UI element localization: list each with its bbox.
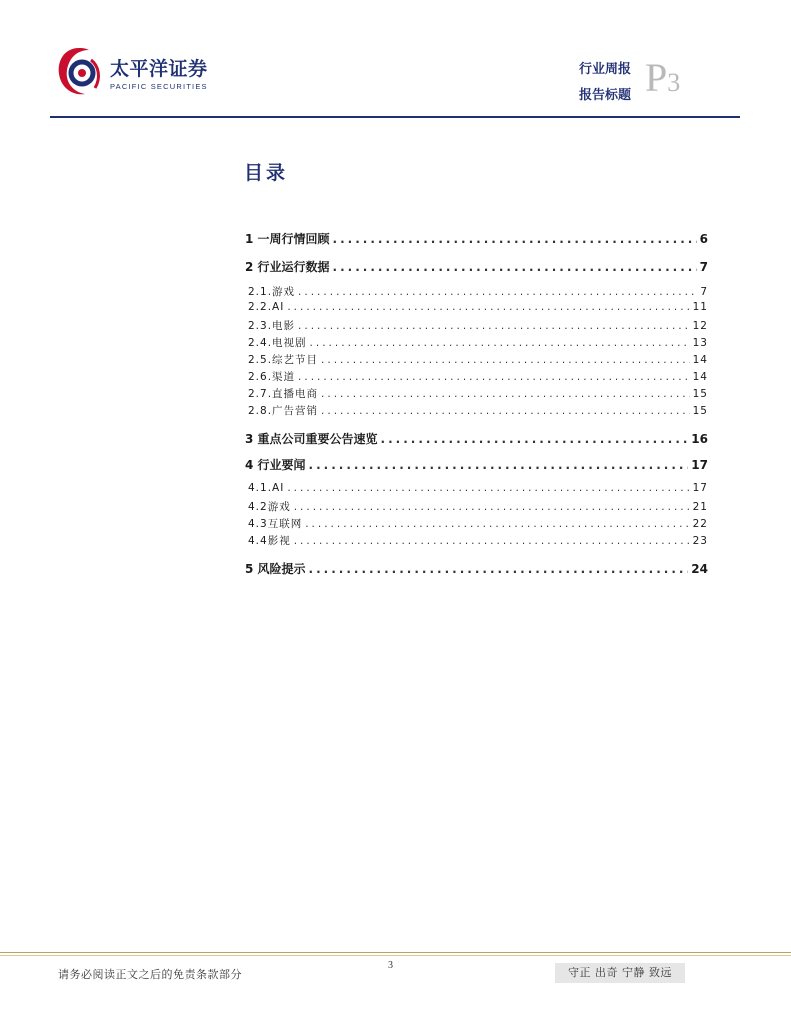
toc-entry-label: 2.5.综艺节目 <box>248 354 319 366</box>
toc-entry[interactable] <box>245 499 708 514</box>
toc-entry-page: 23 <box>692 535 708 547</box>
pacific-securities-logo-icon <box>55 42 105 102</box>
report-title: 报告标题 <box>578 88 631 103</box>
toc-leader-dots <box>321 405 690 417</box>
toc-leader-dots <box>298 320 690 332</box>
toc-entry[interactable] <box>245 560 708 577</box>
toc-entry-label: 3 重点公司重要公告速览 <box>245 432 378 446</box>
toc-entry-label: 2 行业运行数据 <box>245 260 330 274</box>
footer-motto: 守正 出奇 宁静 致远 <box>555 963 685 983</box>
toc-entry-page: 22 <box>692 518 708 530</box>
toc-leader-dots <box>298 371 690 383</box>
footer-page-number: 3 <box>388 960 393 971</box>
header-page-number: 3 <box>667 68 681 97</box>
toc-leader-dots <box>298 286 697 298</box>
toc-entry-label: 4 行业要闻 <box>245 458 306 472</box>
toc-leader-dots <box>309 562 689 576</box>
toc-entry-label: 2.3.电影 <box>248 320 296 332</box>
toc-entry[interactable] <box>245 533 708 548</box>
logo-chinese-name: 太平洋证券 <box>110 58 208 80</box>
toc-entry[interactable] <box>245 230 708 247</box>
header-divider <box>50 116 740 118</box>
toc-leader-dots <box>305 518 689 530</box>
toc-entry[interactable] <box>245 403 708 418</box>
header-page-indicator <box>645 55 681 100</box>
toc-leader-dots <box>321 388 690 400</box>
toc-entry-page: 24 <box>691 562 708 576</box>
toc-entry[interactable] <box>245 516 708 531</box>
toc-leader-dots <box>333 260 697 274</box>
toc-entry-label: 2.6.渠道 <box>248 371 296 383</box>
toc-entry-page: 15 <box>692 388 708 400</box>
footer-divider <box>0 952 791 953</box>
toc-entry-label: 2.4.电视剧 <box>248 337 307 349</box>
toc-entry-page: 15 <box>692 405 708 417</box>
toc-entry-label: 4.3互联网 <box>248 518 303 530</box>
header-page-letter: P <box>645 55 668 100</box>
toc-entry-label: 2.2.AI <box>248 301 285 313</box>
toc-entry[interactable] <box>245 258 708 275</box>
toc-entry-label: 4.1.AI <box>248 482 285 494</box>
toc-entry-label: 2.1.游戏 <box>248 286 296 298</box>
footer-disclaimer: 请务必阅读正文之后的免责条款部分 <box>58 968 242 981</box>
toc-entry-page: 7 <box>700 286 708 298</box>
toc-leader-dots <box>310 337 690 349</box>
toc-leader-dots <box>309 458 689 472</box>
toc-entry-label: 4.2游戏 <box>248 501 291 513</box>
toc-entry[interactable] <box>245 318 708 333</box>
toc-entry-page: 11 <box>692 301 708 313</box>
toc-leader-dots <box>333 232 697 246</box>
toc-entry[interactable] <box>245 386 708 401</box>
toc-entry[interactable] <box>245 335 708 350</box>
toc-entry-page: 12 <box>692 320 708 332</box>
toc-entry[interactable] <box>245 301 708 313</box>
toc-leader-dots <box>287 482 689 494</box>
logo-english-name: PACIFIC SECURITIES <box>110 82 208 91</box>
toc-entry-label: 1 一周行情回顾 <box>245 232 330 246</box>
toc-leader-dots <box>287 301 689 313</box>
toc-entry-page: 21 <box>692 501 708 513</box>
toc-entry-page: 13 <box>692 337 708 349</box>
toc-entry[interactable] <box>245 482 708 494</box>
toc-entry-label: 2.7.直播电商 <box>248 388 319 400</box>
toc-entry-page: 14 <box>692 371 708 383</box>
toc-entry-label: 4.4影视 <box>248 535 291 547</box>
toc-entry-page: 16 <box>691 432 708 446</box>
report-type: 行业周报 <box>578 62 631 77</box>
toc-entry-page: 17 <box>692 482 708 494</box>
toc-entry-label: 5 风险提示 <box>245 562 306 576</box>
toc-entry[interactable] <box>245 369 708 384</box>
toc-entry[interactable] <box>245 430 708 447</box>
footer-divider-secondary <box>0 955 791 956</box>
toc-entry-page: 6 <box>699 232 708 246</box>
toc-entry[interactable] <box>245 456 708 473</box>
toc-entry-page: 14 <box>692 354 708 366</box>
toc-leader-dots <box>294 535 690 547</box>
toc-heading: 目录 <box>244 162 289 184</box>
toc-entry-page: 17 <box>691 458 708 472</box>
toc-leader-dots <box>321 354 690 366</box>
toc-entry[interactable] <box>245 352 708 367</box>
toc-leader-dots <box>294 501 690 513</box>
toc-entry[interactable] <box>245 284 708 299</box>
toc-leader-dots <box>381 432 689 446</box>
company-logo <box>55 42 215 102</box>
toc-entry-page: 7 <box>699 260 708 274</box>
toc-entry-label: 2.8.广告营销 <box>248 405 319 417</box>
